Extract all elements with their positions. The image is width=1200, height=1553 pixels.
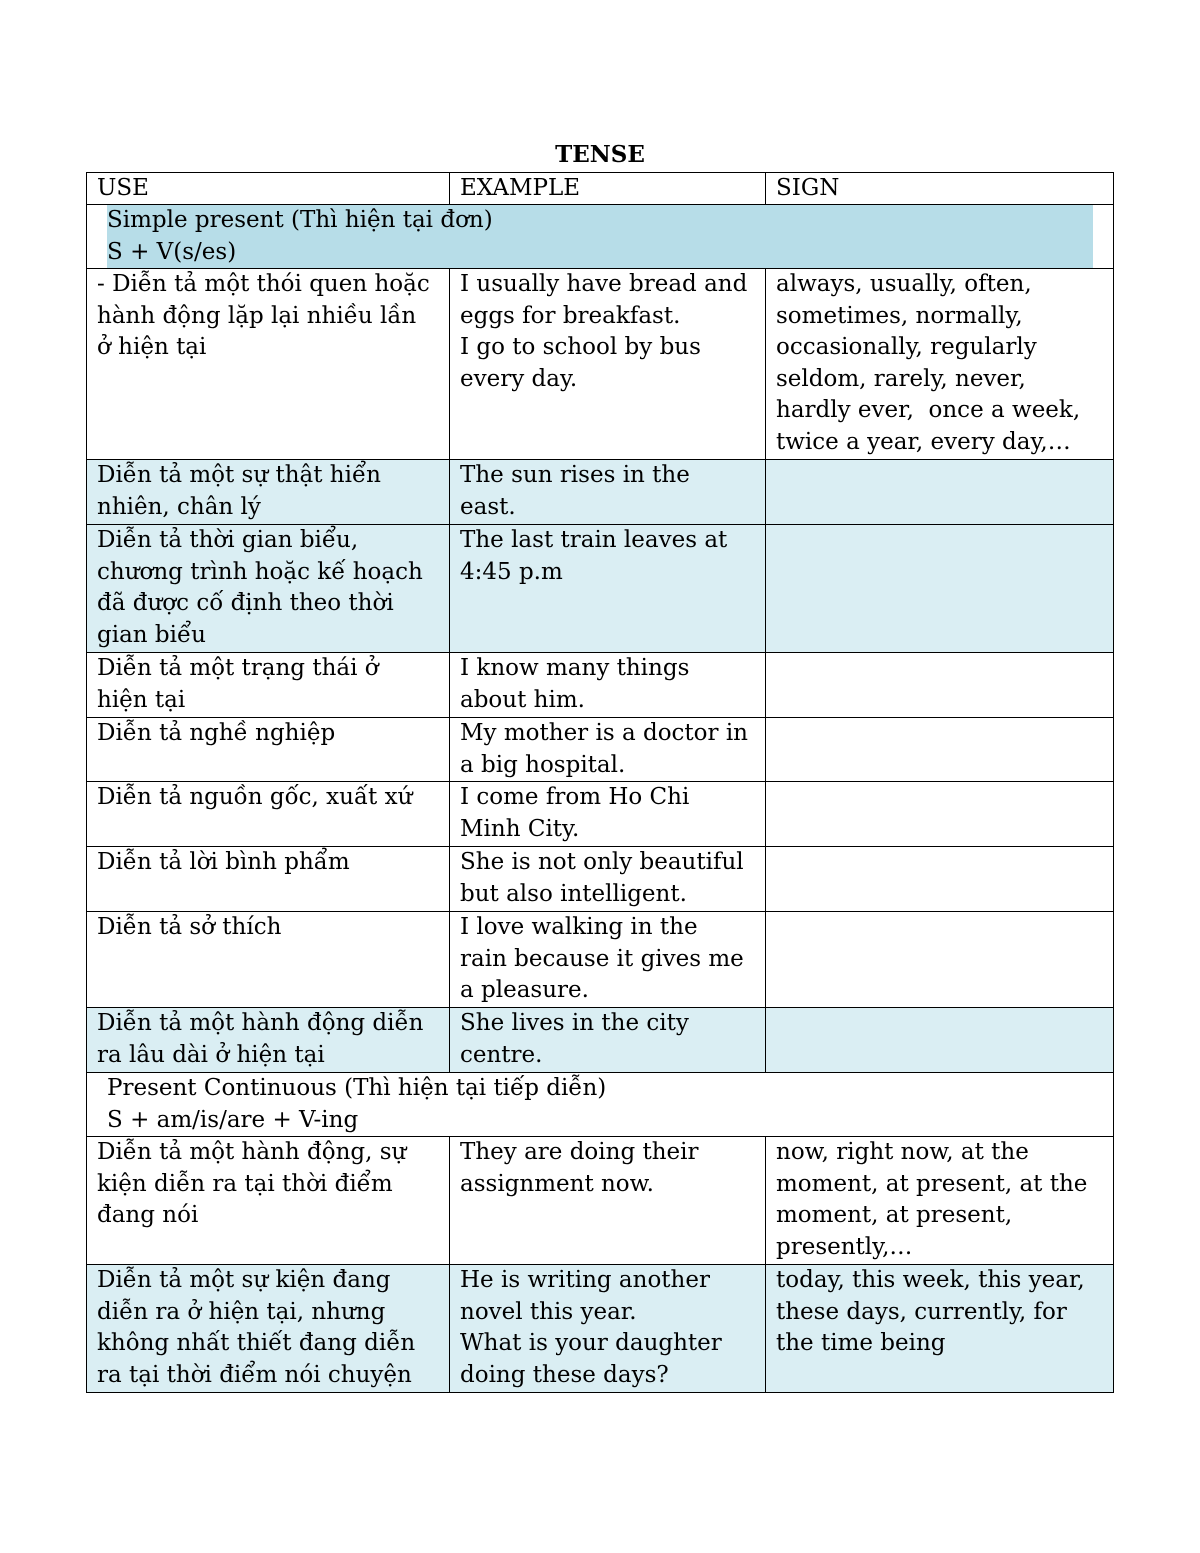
cell-line: She is not only beautiful xyxy=(460,849,744,875)
cell-line: ra tại thời điểm nói chuyện xyxy=(97,1361,412,1388)
cell-line: eggs for breakfast. xyxy=(460,302,681,329)
table-row xyxy=(87,269,1114,460)
cell-line: diễn ra ở hiện tại, nhưng xyxy=(97,1298,386,1325)
example-cell xyxy=(450,1008,766,1073)
example-cell xyxy=(450,847,766,912)
cell-line: hành động lặp lại nhiều lần xyxy=(97,302,417,329)
cell-line: doing these days? xyxy=(460,1361,669,1388)
cell-line: seldom, rarely, never, xyxy=(776,365,1026,392)
sign-cell xyxy=(766,847,1114,912)
example-cell xyxy=(450,525,766,653)
cell-line: the time being xyxy=(776,1330,946,1356)
header-use: USE xyxy=(87,173,450,205)
sign-cell xyxy=(766,525,1114,653)
cell-line: I come from Ho Chi xyxy=(460,784,690,810)
header-sign: SIGN xyxy=(766,173,1114,205)
use-cell xyxy=(87,718,450,782)
cell-line: east. xyxy=(460,493,516,520)
sign-cell xyxy=(766,269,1114,460)
table-row xyxy=(87,653,1114,718)
example-cell xyxy=(450,1137,766,1265)
table-row xyxy=(87,460,1114,525)
tense-name: Simple present (Thì hiện tại đơn) xyxy=(107,207,493,233)
section-header-row xyxy=(87,205,1114,269)
cell-line: moment, at present, at the xyxy=(776,1170,1088,1197)
tense-table xyxy=(86,172,1114,1393)
cell-line: Diễn tả một sự kiện đang xyxy=(97,1267,391,1293)
use-cell xyxy=(87,653,450,718)
table-body xyxy=(87,205,1114,1393)
cell-line: twice a year, every day,… xyxy=(776,428,1071,455)
tense-name: Present Continuous (Thì hiện tại tiếp diễn) xyxy=(107,1075,607,1101)
cell-line: The last train leaves at xyxy=(460,527,728,553)
example-cell xyxy=(450,912,766,1008)
cell-line: Diễn tả lời bình phẩm xyxy=(97,849,350,875)
cell-line: assignment now. xyxy=(460,1170,654,1197)
cell-line: a pleasure. xyxy=(460,977,589,1003)
cell-line: ra lâu dài ở hiện tại xyxy=(97,1041,325,1068)
table-row xyxy=(87,1265,1114,1393)
use-cell xyxy=(87,460,450,525)
cell-line: The sun rises in the xyxy=(460,462,690,488)
table-row xyxy=(87,1008,1114,1073)
cell-line: - Diễn tả một thói quen hoặc xyxy=(97,271,430,297)
section-header xyxy=(87,205,1114,269)
cell-line: sometimes, normally, xyxy=(776,302,1023,329)
sign-cell xyxy=(766,460,1114,525)
use-cell xyxy=(87,847,450,912)
cell-line: không nhất thiết đang diễn xyxy=(97,1330,416,1356)
table-row xyxy=(87,782,1114,847)
cell-line: occasionally, regularly xyxy=(776,334,1037,360)
cell-line: about him. xyxy=(460,686,585,713)
section-header xyxy=(87,1073,1114,1137)
cell-line: centre. xyxy=(460,1041,543,1068)
cell-line: I go to school by bus xyxy=(460,334,701,360)
use-cell xyxy=(87,525,450,653)
example-cell xyxy=(450,1265,766,1393)
cell-line: I know many things xyxy=(460,655,690,681)
example-cell xyxy=(450,460,766,525)
example-cell xyxy=(450,269,766,460)
cell-line: I love walking in the xyxy=(460,914,698,940)
cell-line: I usually have bread and xyxy=(460,271,748,297)
cell-line: They are doing their xyxy=(460,1139,699,1165)
cell-line: but also intelligent. xyxy=(460,880,687,907)
cell-line: She lives in the city xyxy=(460,1010,689,1036)
use-cell xyxy=(87,1265,450,1393)
cell-line: hardly ever, once a week, xyxy=(776,397,1081,423)
example-cell xyxy=(450,782,766,847)
sign-cell xyxy=(766,782,1114,847)
cell-line: 4:45 p.m xyxy=(460,558,563,585)
sign-cell xyxy=(766,1265,1114,1393)
sign-cell xyxy=(766,653,1114,718)
cell-line: every day. xyxy=(460,365,578,392)
sign-cell xyxy=(766,1137,1114,1265)
tense-formula: S + V(s/es) xyxy=(107,238,237,265)
use-cell xyxy=(87,1137,450,1265)
cell-line: nhiên, chân lý xyxy=(97,493,261,520)
cell-line: always, usually, often, xyxy=(776,271,1032,297)
cell-line: đang nói xyxy=(97,1202,199,1228)
cell-line: Diễn tả sở thích xyxy=(97,914,282,940)
use-cell xyxy=(87,269,450,460)
section-band xyxy=(107,205,1093,268)
cell-line: a big hospital. xyxy=(460,751,626,778)
sign-cell xyxy=(766,718,1114,782)
tense-formula: S + am/is/are + V-ing xyxy=(107,1106,359,1133)
table-row xyxy=(87,912,1114,1008)
section-header-row xyxy=(87,1073,1114,1137)
cell-line: now, right now, at the xyxy=(776,1139,1029,1165)
cell-line: Diễn tả nghề nghiệp xyxy=(97,720,336,746)
table-row xyxy=(87,525,1114,653)
cell-line: Diễn tả một sự thật hiển xyxy=(97,462,381,488)
cell-line: Diễn tả một trạng thái ở xyxy=(97,655,379,681)
section-band xyxy=(107,1073,1093,1136)
cell-line: ở hiện tại xyxy=(97,334,207,360)
cell-line: kiện diễn ra tại thời điểm xyxy=(97,1170,393,1197)
cell-line: novel this year. xyxy=(460,1298,637,1325)
cell-line: Minh City. xyxy=(460,815,580,842)
cell-line: moment, at present, xyxy=(776,1202,1013,1228)
cell-line: đã được cố định theo thời xyxy=(97,590,394,616)
header-row xyxy=(87,173,1114,205)
cell-line: presently,… xyxy=(776,1233,913,1260)
sign-cell xyxy=(766,912,1114,1008)
sign-cell xyxy=(766,1008,1114,1073)
cell-line: What is your daughter xyxy=(460,1330,722,1356)
cell-line: Diễn tả thời gian biểu, xyxy=(97,527,359,553)
cell-line: My mother is a doctor in xyxy=(460,720,748,746)
example-cell xyxy=(450,718,766,782)
cell-line: rain because it gives me xyxy=(460,945,744,972)
table-row xyxy=(87,1137,1114,1265)
header-example: EXAMPLE xyxy=(450,173,766,205)
table-row xyxy=(87,847,1114,912)
cell-line: Diễn tả một hành động, sự xyxy=(97,1139,407,1165)
use-cell xyxy=(87,1008,450,1073)
use-cell xyxy=(87,912,450,1008)
cell-line: gian biểu xyxy=(97,621,206,648)
table-row xyxy=(87,718,1114,782)
cell-line: Diễn tả một hành động diễn xyxy=(97,1010,424,1036)
cell-line: chương trình hoặc kế hoạch xyxy=(97,558,423,585)
cell-line: He is writing another xyxy=(460,1267,710,1293)
cell-line: Diễn tả nguồn gốc, xuất xứ xyxy=(97,784,413,810)
cell-line: today, this week, this year, xyxy=(776,1267,1085,1293)
cell-line: hiện tại xyxy=(97,686,186,713)
use-cell xyxy=(87,782,450,847)
page-title: TENSE xyxy=(555,141,645,168)
cell-line: these days, currently, for xyxy=(776,1298,1067,1325)
example-cell xyxy=(450,653,766,718)
